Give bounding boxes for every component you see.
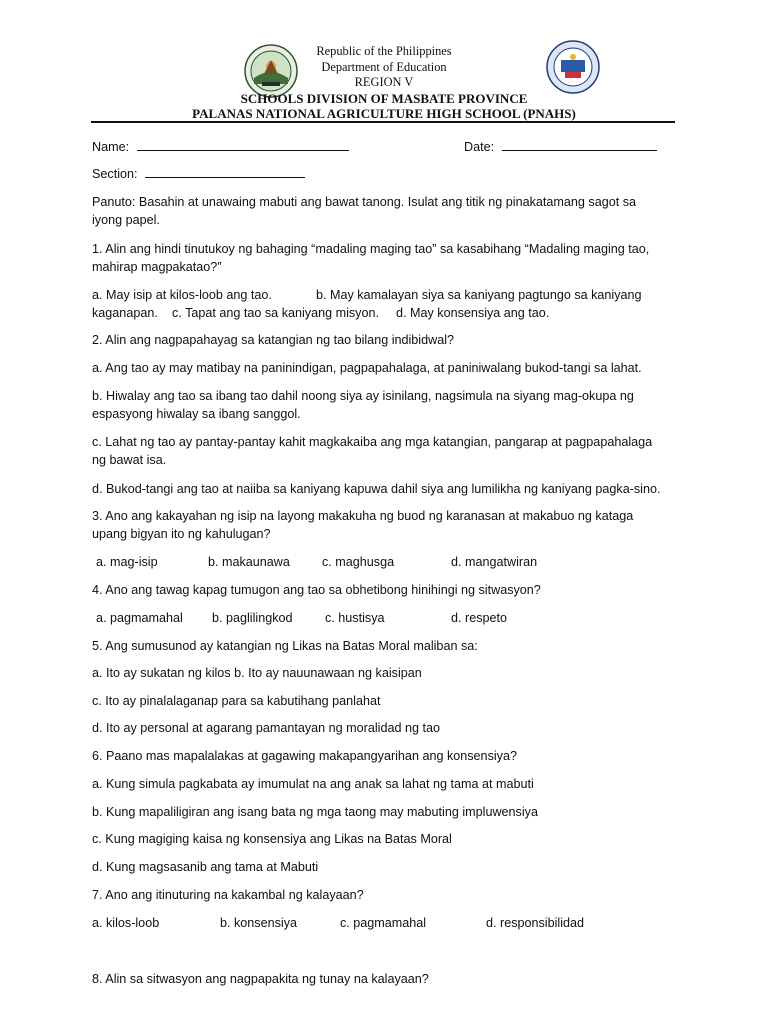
header-rule	[91, 121, 675, 123]
header-department: Department of Education	[321, 59, 447, 74]
name-label: Name:	[92, 140, 130, 154]
q5-choice-d: d. Ito ay personal at agarang pamantayan ng moralidad ng tao	[92, 721, 440, 735]
q7-choice-a: a. kilos-loob	[92, 916, 160, 930]
q2-choice-c-line-2: ng bawat isa.	[92, 453, 167, 467]
q2-choice-c-line-1: c. Lahat ng tao ay pantay-pantay kahit magkakaiba ang mga katangian, pangarap at pagpapahalaga	[92, 435, 653, 449]
q1-question-line-2: mahirap magpakatao?”	[92, 260, 222, 274]
q8-question: 8. Alin sa sitwasyon ang nagpapakita ng tunay na kalayaan?	[92, 972, 429, 986]
letterhead	[0, 44, 768, 122]
q6-choice-a: a. Kung simula pagkabata ay imumulat na ang anak sa lahat ng tama at mabuti	[92, 777, 534, 791]
q6-choice-c: c. Kung magiging kaisa ng konsensiya ang Likas na Batas Moral	[92, 832, 452, 846]
q3-choice-d: d. mangatwiran	[451, 555, 538, 569]
q1-question-line-1: 1. Alin ang hindi tinutukoy ng bahaging “madaling maging tao” sa kasabihang “Madaling maging tao,	[92, 242, 650, 256]
q1-choice-b: b. May kamalayan siya sa kaniyang pagtungo sa kaniyang	[316, 288, 642, 302]
q6-choice-d: d. Kung magsasanib ang tama at Mabuti	[92, 860, 319, 874]
q2-choice-d: d. Bukod-tangi ang tao at naiiba sa kaniyang kapuwa dahil siya ang lumilikha ng kaniyang pagka-sino.	[92, 482, 661, 496]
section-blank[interactable]	[145, 165, 305, 178]
name-field[interactable]	[92, 138, 349, 156]
header-republic: Republic of the Philippines	[316, 44, 452, 58]
header-region: REGION V	[354, 75, 414, 89]
q1-choice-b-cont: kaganapan.	[92, 306, 158, 320]
q2-choice-b-line-1: b. Hiwalay ang tao sa ibang tao dahil noong siya ay isinilang, nagsimula na siyang mag-okupa ng	[92, 389, 634, 403]
q7-choice-d: d. responsibilidad	[486, 916, 585, 930]
q5-choices-ab: a. Ito ay sukatan ng kilos b. Ito ay nauunawaan ng kaisipan	[92, 666, 422, 680]
section-field[interactable]	[92, 165, 305, 183]
header-division: SCHOOLS DIVISION OF MASBATE PROVINCE	[240, 90, 528, 106]
q1-choice-a: a. May isip at kilos-loob ang tao.	[92, 288, 272, 302]
date-label: Date:	[464, 140, 495, 154]
q3-choice-b: b. makaunawa	[208, 555, 290, 569]
q4-choice-c: c. hustisya	[325, 611, 385, 625]
q2-choice-b-line-2: espasyong hiwalay sa ibang sanggol.	[92, 407, 301, 421]
q3-question-line-1: 3. Ano ang kakayahan ng isip na layong makakuha ng buod ng karanasan at makabuo ng kataga	[92, 509, 634, 523]
q4-choice-b: b. paglilingkod	[212, 611, 293, 625]
q6-question: 6. Paano mas mapalalakas at gagawing makapangyarihan ang konsensiya?	[92, 749, 517, 763]
instructions-line-2: iyong papel.	[92, 213, 160, 227]
q7-choice-c: c. pagmamahal	[340, 916, 427, 930]
q5-question: 5. Ang sumusunod ay katangian ng Likas na Batas Moral maliban sa:	[92, 639, 478, 653]
q5-choice-c: c. Ito ay pinalalaganap para sa kabutihang panlahat	[92, 694, 381, 708]
instructions-line-1: Panuto: Basahin at unawaing mabuti ang bawat tanong. Isulat ang titik ng pinakatamang sagot sa	[92, 195, 637, 209]
q3-choice-c: c. maghusga	[322, 555, 395, 569]
q4-choice-d: d. respeto	[451, 611, 508, 625]
q6-choice-b: b. Kung mapaliligiran ang isang bata ng mga taong may mabuting impluwensiya	[92, 805, 538, 819]
name-blank[interactable]	[137, 138, 349, 151]
q3-choice-a: a. mag-isip	[96, 555, 158, 569]
q1-choice-c: c. Tapat ang tao sa kaniyang misyon.	[172, 306, 379, 320]
header-school: PALANAS NATIONAL AGRICULTURE HIGH SCHOOL (PNAHS)	[192, 106, 576, 121]
q3-question-line-2: upang bigyan ito ng kahulugan?	[92, 527, 271, 541]
date-field[interactable]	[464, 138, 657, 156]
q7-choice-b: b. konsensiya	[220, 916, 298, 930]
q4-question: 4. Ano ang tawag kapag tumugon ang tao sa obhetibong hinihingi ng sitwasyon?	[92, 583, 541, 597]
q1-choice-d: d. May konsensiya ang tao.	[396, 306, 550, 320]
section-label: Section:	[92, 167, 138, 181]
q4-choice-a: a. pagmamahal	[96, 611, 183, 625]
q7-question: 7. Ano ang itinuturing na kakambal ng kalayaan?	[92, 888, 364, 902]
q2-choice-a: a. Ang tao ay may matibay na paninindigan, pagpapahalaga, at paniniwalang bukod-tangi sa lahat.	[92, 361, 642, 375]
date-blank[interactable]	[502, 138, 657, 151]
q2-question: 2. Alin ang nagpapahayag sa katangian ng tao bilang indibidwal?	[92, 333, 455, 347]
